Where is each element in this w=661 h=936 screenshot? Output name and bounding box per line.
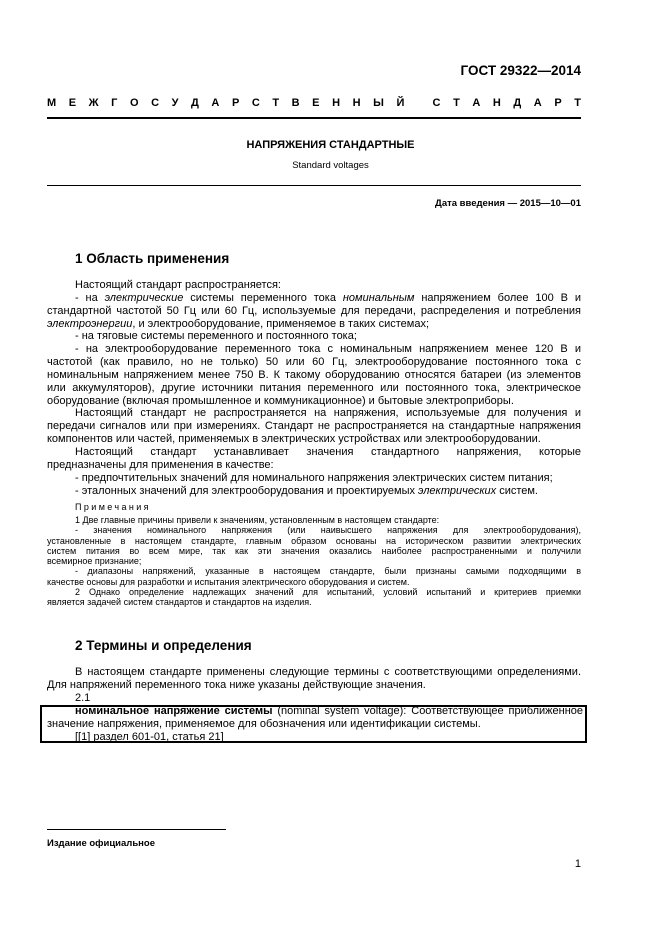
text-line: стандартной частотой 50 Гц или 60 Гц, используемые для передачи, распределения и потребления xyxy=(47,304,581,317)
section1-heading: 1 Область применения xyxy=(75,251,230,266)
banner-letter: С xyxy=(251,97,260,109)
term-line xyxy=(47,705,583,718)
term-name: номинальное напряжение системы xyxy=(75,705,273,717)
banner-letter: Д xyxy=(191,97,199,109)
text-line: Для напряжений переменного тока ниже указаны действующие значения. xyxy=(47,678,426,691)
notes-heading: Примечания xyxy=(75,502,151,512)
document-subtitle-en: Standard voltages xyxy=(292,160,369,171)
note-line: 1 Две главные причины привели к значениям, установленным в настоящем стандарте: xyxy=(75,515,440,525)
banner-letter: Й xyxy=(396,97,405,109)
text-line: В настоящем стандарте применены следующие термины с соответствующими определениями. xyxy=(75,666,581,678)
text-line: передачи сигналов или при измерениях. Стандарт не распространяется на стандартные напряжения xyxy=(47,420,581,433)
text-line: предназначены для применения в качестве: xyxy=(47,458,274,471)
note-line: систем питания во всем мире, так как эти значения оказались наиболее распространенными и получили xyxy=(47,545,581,556)
page-number: 1 xyxy=(574,858,581,870)
text-line: или аккумуляторов), другие источники питания переменного или постоянного тока, электрическое xyxy=(47,381,581,394)
banner-letter: А xyxy=(472,97,481,109)
text-line: - на электрические системы переменного тока номинальным напряжением более 100 В и xyxy=(75,291,581,304)
term-definition xyxy=(47,705,583,744)
note-line: является задачей систем стандартов и стандартов на изделия. xyxy=(47,597,312,608)
standard-code: ГОСТ 29322—2014 xyxy=(460,63,581,78)
note-line: качестве основы для разработки и испытания электрического оборудования и систем. xyxy=(47,576,410,587)
header-rule xyxy=(47,117,581,119)
text-line: компонентов или частей, применяемых в электрических устройствах или электрооборудовании. xyxy=(47,433,541,446)
term-reference: [[1] раздел 601-01, статья 21] xyxy=(75,730,224,743)
official-edition-label: Издание официальное xyxy=(47,838,155,849)
banner-letter: Н xyxy=(352,97,361,109)
banner-letter: Н xyxy=(492,97,501,109)
footer-rule xyxy=(47,829,226,830)
text-line: Настоящий стандарт устанавливает значения стандартного напряжения, которые xyxy=(75,445,581,458)
banner-letter: У xyxy=(171,97,179,109)
banner-letter: Ы xyxy=(373,97,384,109)
section1-body xyxy=(47,279,581,497)
text-line: Настоящий стандарт распространяется: xyxy=(75,279,281,291)
banner-letter: А xyxy=(211,97,220,109)
text-line: Настоящий стандарт не распространяется на напряжения, используемые для получения и xyxy=(75,407,581,420)
banner-letter: Д xyxy=(513,97,522,109)
banner-letter: В xyxy=(291,97,300,109)
text-line: - на электрооборудование переменного тока с номинальным напряжением менее 120 В и xyxy=(75,343,581,356)
banner-letter: Е xyxy=(312,97,320,109)
note-line: - диапазоны напряжений, указанные в настоящем стандарте, были признаны самыми подходящими в xyxy=(75,566,581,577)
banner-letter: С xyxy=(432,97,441,109)
notes-body xyxy=(47,515,581,608)
section2-intro xyxy=(47,666,581,705)
banner-letter xyxy=(417,97,420,109)
introduction-date: Дата введения — 2015—10—01 xyxy=(435,198,581,209)
banner-letter: Ж xyxy=(88,97,99,109)
interstate-standard-banner xyxy=(47,97,581,109)
banner-letter: Т xyxy=(453,97,460,109)
term-english: (nominal system voltage): Соответствующее приближенное xyxy=(272,705,584,717)
term-number: 2.1 xyxy=(75,691,91,704)
text-line: - предпочтительных значений для номинального напряжения электрических систем питания; xyxy=(75,471,553,484)
banner-letter: Р xyxy=(554,97,562,109)
text-line: электроэнергии, и электрооборудование, применяемое в таких системах; xyxy=(47,317,430,330)
text-line: оборудование (включая промышленное и коммуникационное) и бытовые электроприборы. xyxy=(47,394,514,407)
text-line: частотой (как правило, но не только) 50 или 60 Гц, электрооборудование постоянного тока с xyxy=(47,356,581,369)
banner-letter: М xyxy=(47,97,57,109)
document-title: НАПРЯЖЕНИЯ СТАНДАРТНЫЕ xyxy=(246,139,415,151)
banner-letter: Т xyxy=(272,97,280,109)
text-line: - эталонных значений для электрооборудования и проектируемых электрических систем. xyxy=(75,484,538,497)
banner-letter: А xyxy=(533,97,542,109)
text-line: номинальным напряжением менее 750 В. К такому оборудованию относятся батареи (из элементов xyxy=(47,368,581,381)
note-line: - значения номинального напряжения (или наивысшего напряжения для электрооборудования), xyxy=(75,525,581,536)
banner-letter: Г xyxy=(111,97,118,109)
banner-letter: С xyxy=(151,97,160,109)
note-line: установленные в настоящем стандарте, главным образом основаны на историческом развитии электрических xyxy=(47,535,581,546)
banner-letter: Н xyxy=(332,97,341,109)
banner-letter: Р xyxy=(231,97,240,109)
text-line: - на тяговые системы переменного и постоянного тока; xyxy=(75,330,357,343)
banner-letter: О xyxy=(129,97,139,109)
section2-heading: 2 Термины и определения xyxy=(75,638,252,653)
note-line: 2 Однако определение надлежащих значений для испытаний, условий испытаний и критериев приемки xyxy=(75,587,581,598)
banner-letter: Е xyxy=(68,97,77,109)
note-line: всемирное признание; xyxy=(47,556,142,567)
title-rule xyxy=(47,185,581,186)
term-line: значение напряжения, применяемое для обозначения или идентификации системы. xyxy=(47,717,481,730)
banner-letter: Т xyxy=(574,97,581,109)
